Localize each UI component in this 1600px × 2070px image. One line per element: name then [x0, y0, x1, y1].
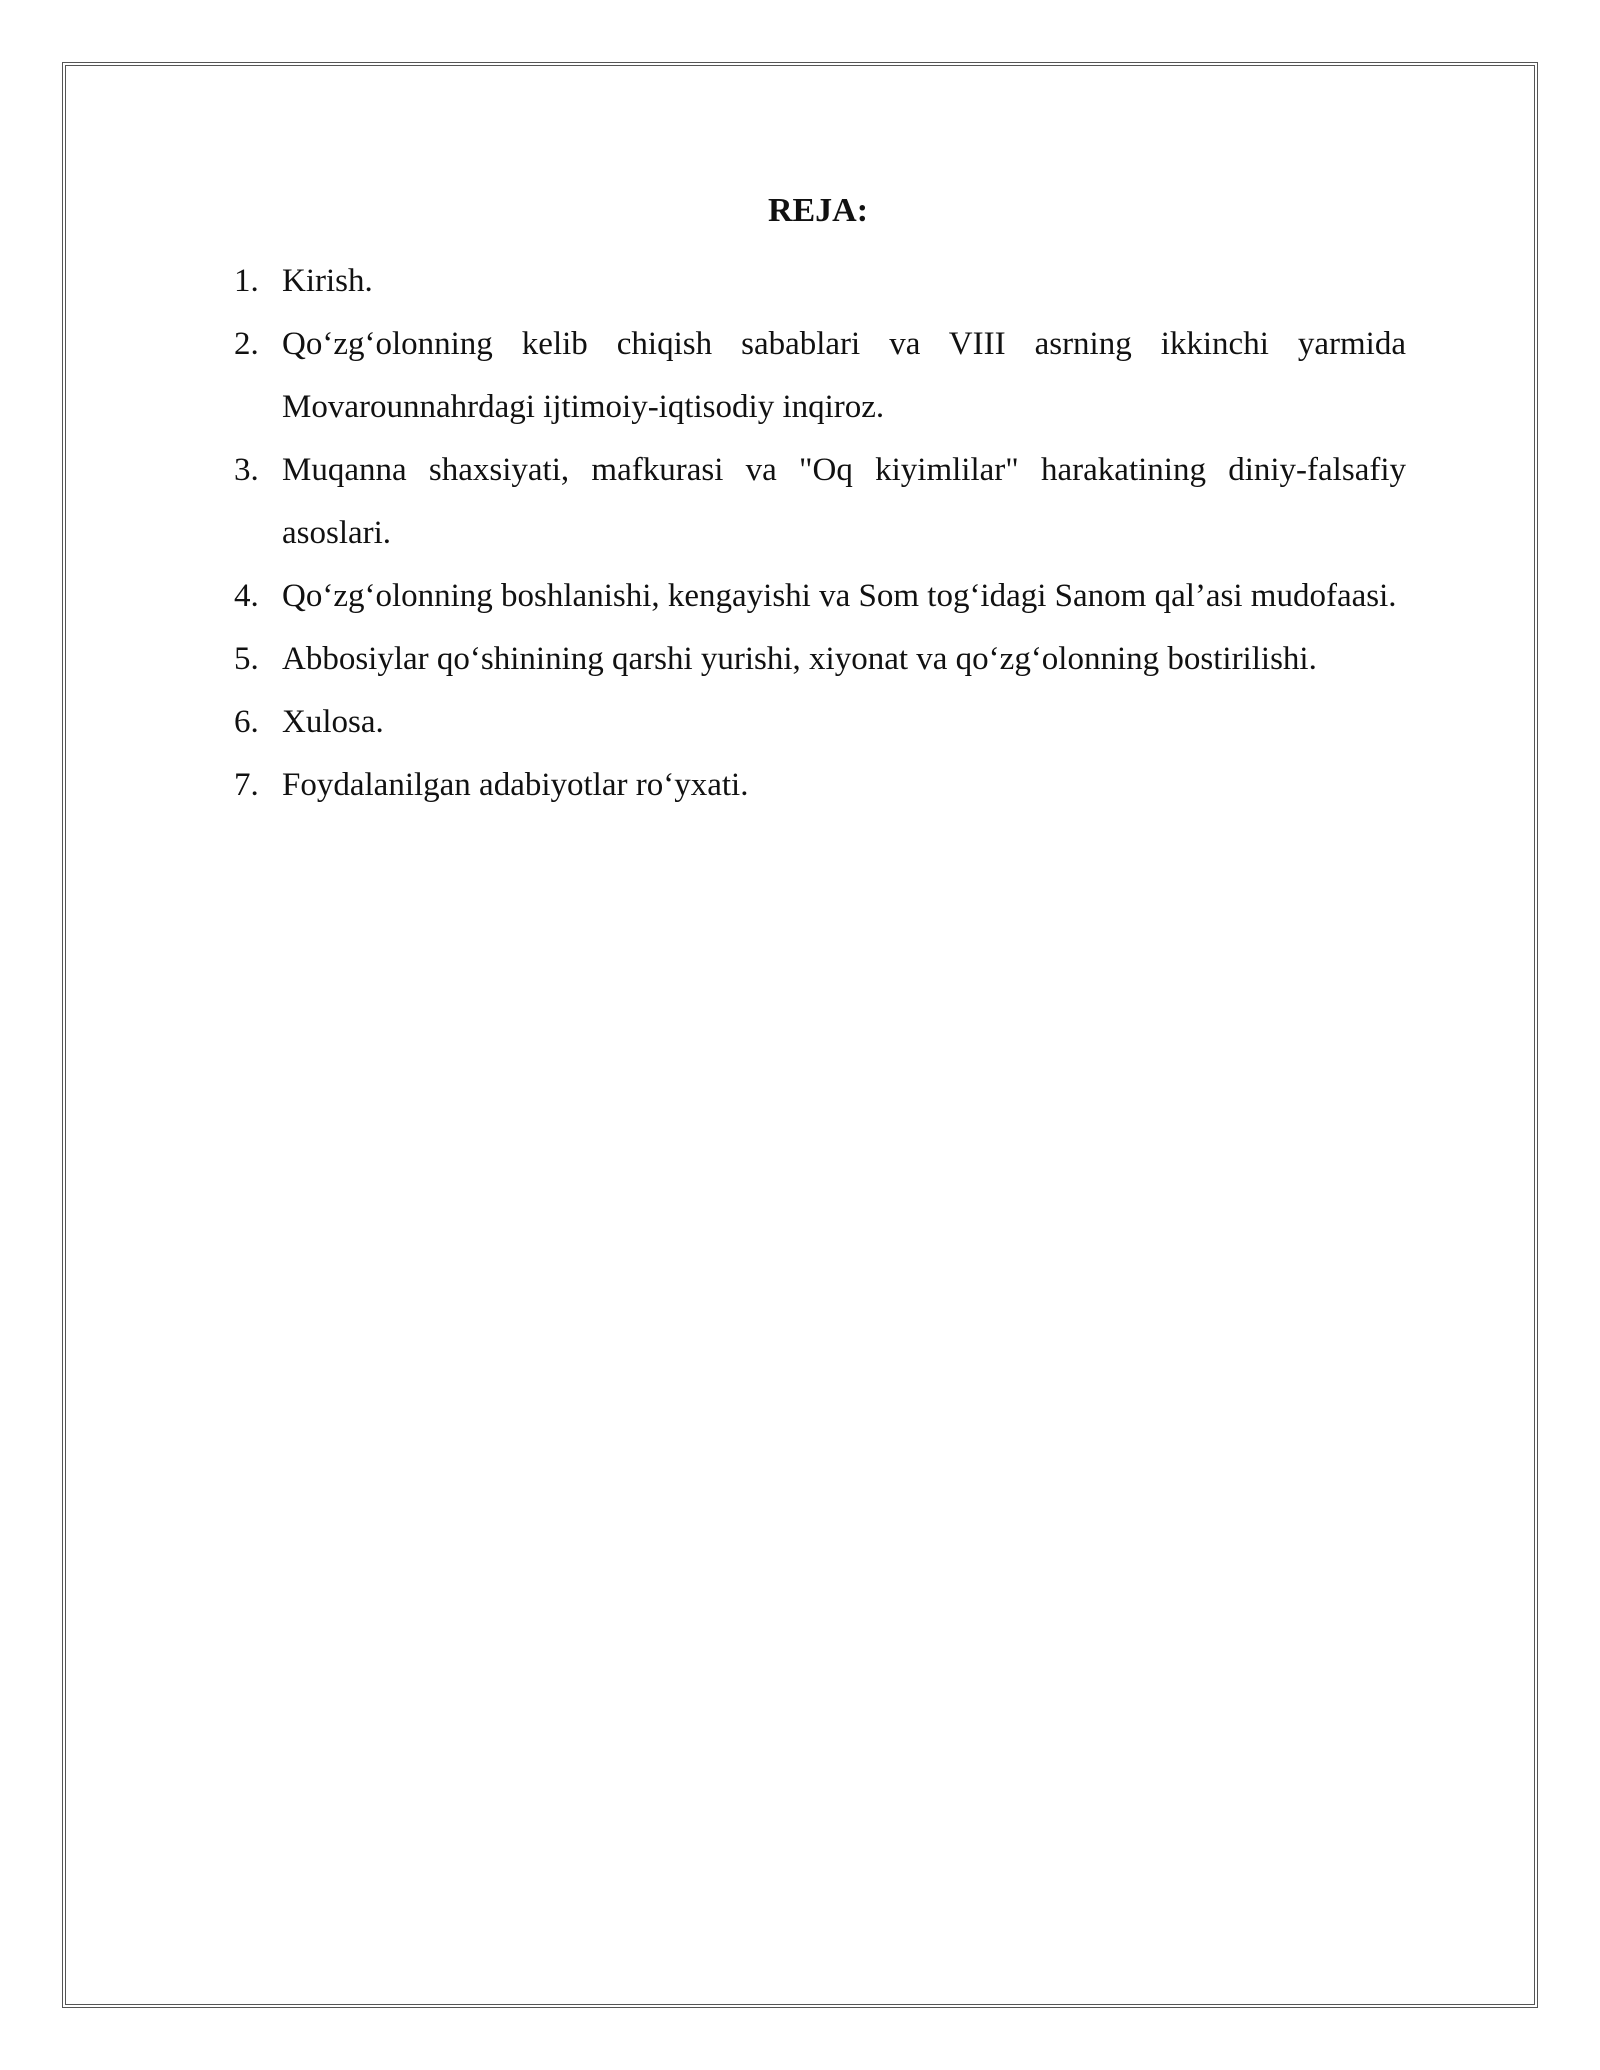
item-text: Muqanna shaxsiyati, mafkurasi va "Oq kiyimlilar" harakatining diniy-falsafiy asoslari. [282, 452, 1406, 551]
item-number: 5. [234, 641, 259, 677]
item-number: 3. [234, 452, 259, 488]
list-item [230, 313, 1406, 439]
list-item [230, 754, 1406, 817]
item-number: 6. [234, 704, 259, 740]
page-title: REJA: [767, 192, 869, 229]
item-text: Qo‘zg‘olonning boshlanishi, kengayishi va Som tog‘idagi Sanom qal’asi mudofaasi. [282, 578, 1397, 614]
item-number: 2. [234, 326, 259, 362]
plan-list [230, 250, 1406, 817]
item-number: 4. [234, 578, 259, 614]
item-number: 1. [234, 263, 259, 299]
list-item [230, 250, 1406, 313]
item-text: Xulosa. [282, 704, 384, 740]
list-item [230, 439, 1406, 565]
list-item [230, 565, 1406, 628]
list-item [230, 628, 1406, 691]
item-text: Qo‘zg‘olonning kelib chiqish sabablari va VIII asrning ikkinchi yarmida Movarounnahrdagi ijtimoiy-iqtisodiy inqiroz. [282, 326, 1406, 425]
item-text: Foydalanilgan adabiyotlar ro‘yxati. [282, 767, 749, 803]
list-item [230, 691, 1406, 754]
item-number: 7. [234, 767, 259, 803]
document-body [230, 188, 1406, 817]
item-text: Abbosiylar qo‘shinining qarshi yurishi, xiyonat va qo‘zg‘olonning bostirilishi. [282, 641, 1317, 677]
item-text: Kirish. [282, 263, 373, 299]
